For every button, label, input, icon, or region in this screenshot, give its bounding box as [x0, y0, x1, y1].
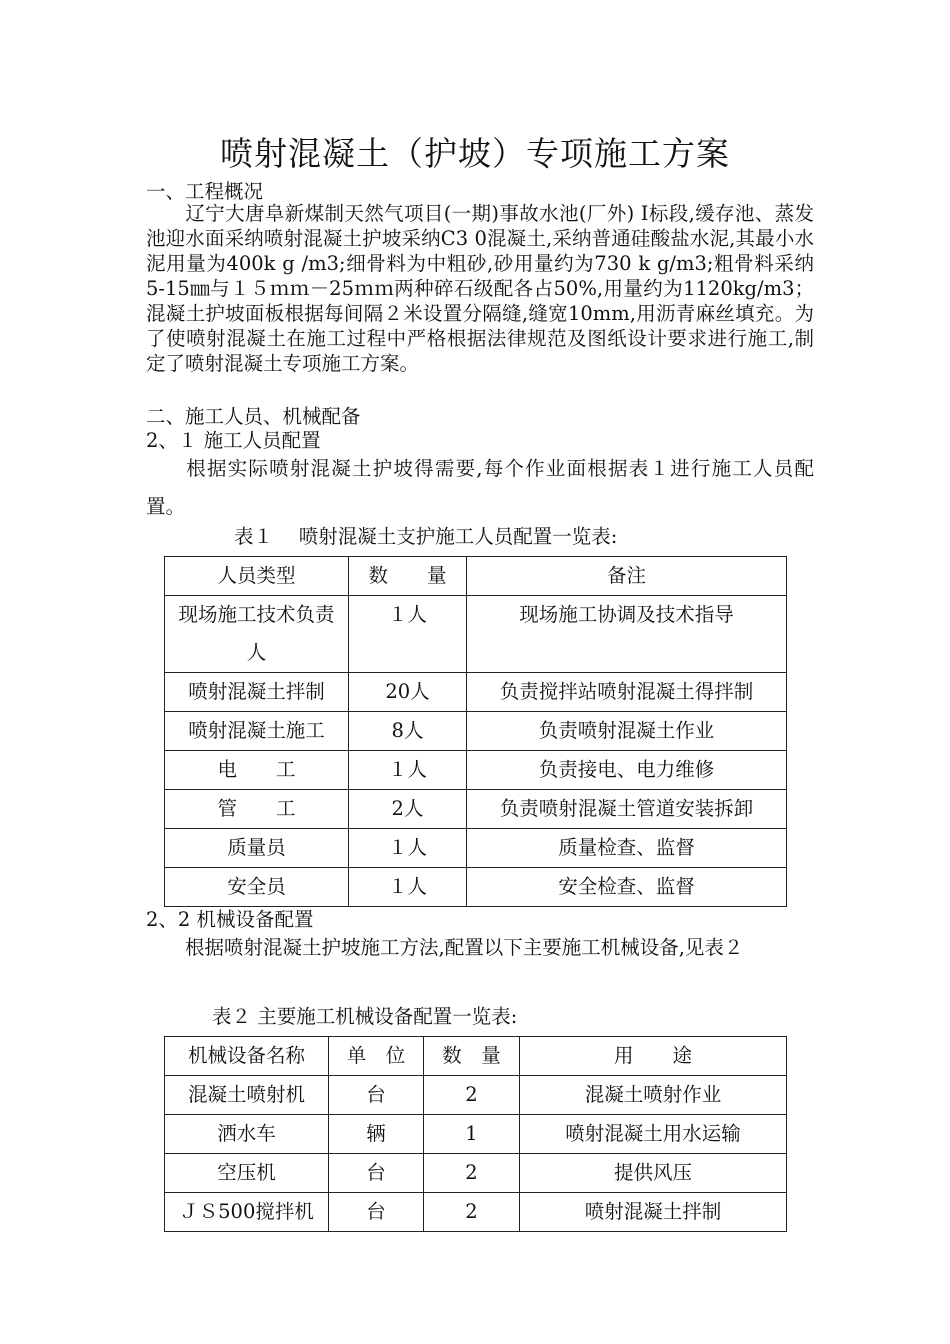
staffing-table — [164, 556, 787, 907]
section-2-1-paragraph-text: 根据实际喷射混凝土护坡得需要,每个作业面根据表１进行施工人员配置。 — [146, 457, 814, 518]
table-header-row — [165, 1037, 787, 1076]
table-header-cell: 数 量 — [349, 557, 467, 596]
table-cell: 2人 — [349, 790, 467, 829]
table-cell: 安全检查、监督 — [467, 868, 787, 907]
table-header-cell: 用 途 — [520, 1037, 787, 1076]
table-cell: 质量检查、监督 — [467, 829, 787, 868]
section-2-2-paragraph — [146, 929, 814, 967]
section-2-2-paragraph-text: 根据喷射混凝土护坡施工方法,配置以下主要施工机械设备,见表２ — [185, 936, 744, 959]
table-cell: 提供风压 — [520, 1154, 787, 1193]
table-header-cell: 单 位 — [329, 1037, 424, 1076]
table-header-cell: 备注 — [467, 557, 787, 596]
table-cell: 现场施工协调及技术指导 — [467, 596, 787, 673]
table-cell: 混凝土喷射机 — [165, 1076, 329, 1115]
table-cell: 安全员 — [165, 868, 349, 907]
table-cell: 洒水车 — [165, 1115, 329, 1154]
table-row — [165, 712, 787, 751]
table-cell: 负责接电、电力维修 — [467, 751, 787, 790]
table-row — [165, 1154, 787, 1193]
section-2-1-heading: 2、１ 施工人员配置 — [146, 429, 321, 452]
table-cell: 8人 — [349, 712, 467, 751]
table-cell: 喷射混凝土用水运输 — [520, 1115, 787, 1154]
table-row — [165, 829, 787, 868]
table-row — [165, 790, 787, 829]
table-row — [165, 673, 787, 712]
table-cell: 台 — [329, 1076, 424, 1115]
table-cell: １人 — [349, 868, 467, 907]
table-cell: 20人 — [349, 673, 467, 712]
table-cell: 质量员 — [165, 829, 349, 868]
table-cell: 喷射混凝土拌制 — [165, 673, 349, 712]
section-2-1-paragraph — [146, 450, 814, 526]
table-cell: 2 — [424, 1076, 520, 1115]
table-header-cell: 数 量 — [424, 1037, 520, 1076]
table-header-row — [165, 557, 787, 596]
table-row — [165, 1076, 787, 1115]
equipment-table — [164, 1036, 787, 1232]
table-cell: ＪＳ500搅拌机 — [165, 1193, 329, 1232]
section-2-2-heading: 2、2 机械设备配置 — [146, 908, 314, 931]
table-cell: 1 — [424, 1115, 520, 1154]
table-cell: 台 — [329, 1154, 424, 1193]
table-cell: 现场施工技术负责人 — [165, 596, 349, 673]
table-cell: 台 — [329, 1193, 424, 1232]
table-row — [165, 596, 787, 673]
table-row — [165, 1193, 787, 1232]
table-cell: 辆 — [329, 1115, 424, 1154]
table-cell: 负责搅拌站喷射混凝土得拌制 — [467, 673, 787, 712]
table-row — [165, 751, 787, 790]
table-1-caption: 表１ 喷射混凝土支护施工人员配置一览表: — [234, 525, 618, 548]
table-row — [165, 868, 787, 907]
section-1-paragraph-text: 辽宁大唐阜新煤制天然气项目(一期)事故水池(厂外) Ⅰ标段,缓存池、蒸发池迎水面采纳喷射混凝土护坡采纳C3 0混凝土,采纳普通硅酸盐水泥,其最小水泥用量为400k g /m3;细骨料为中粗砂,砂用量约为730 k g/m3;粗骨料采纳5-15㎜与１５ｍｍ－25ｍｍ两种碎石级配各占50%,用量约为1120kg/m3；混凝土护坡面板根据每间隔２米设置分隔缝,缝宽10mm,用沥青麻丝填充。为了使喷射混凝土在施工过程中严格根据法律规范及图纸设计要求进行施工,制定了喷射混凝土专项施工方案。 — [146, 202, 814, 375]
table-cell: １人 — [349, 829, 467, 868]
document-title: 喷射混凝土（护坡）专项施工方案 — [220, 134, 730, 173]
table-row — [165, 1115, 787, 1154]
table-cell: 喷射混凝土拌制 — [520, 1193, 787, 1232]
section-1-heading: 一、工程概况 — [146, 180, 264, 203]
table-cell: 负责喷射混凝土管道安装拆卸 — [467, 790, 787, 829]
table-2-caption: 表２ 主要施工机械设备配置一览表: — [212, 1005, 518, 1028]
table-cell: 2 — [424, 1193, 520, 1232]
table-cell: 空压机 — [165, 1154, 329, 1193]
table-cell: 负责喷射混凝土作业 — [467, 712, 787, 751]
table-cell: １人 — [349, 751, 467, 790]
table-cell: 电 工 — [165, 751, 349, 790]
section-2-heading: 二、施工人员、机械配备 — [146, 405, 361, 428]
table-cell: 2 — [424, 1154, 520, 1193]
table-header-cell: 人员类型 — [165, 557, 349, 596]
table-cell: 喷射混凝土施工 — [165, 712, 349, 751]
section-1-paragraph — [146, 201, 814, 376]
table-header-cell: 机械设备名称 — [165, 1037, 329, 1076]
table-cell: 混凝土喷射作业 — [520, 1076, 787, 1115]
table-cell: 管 工 — [165, 790, 349, 829]
table-cell: １人 — [349, 596, 467, 673]
